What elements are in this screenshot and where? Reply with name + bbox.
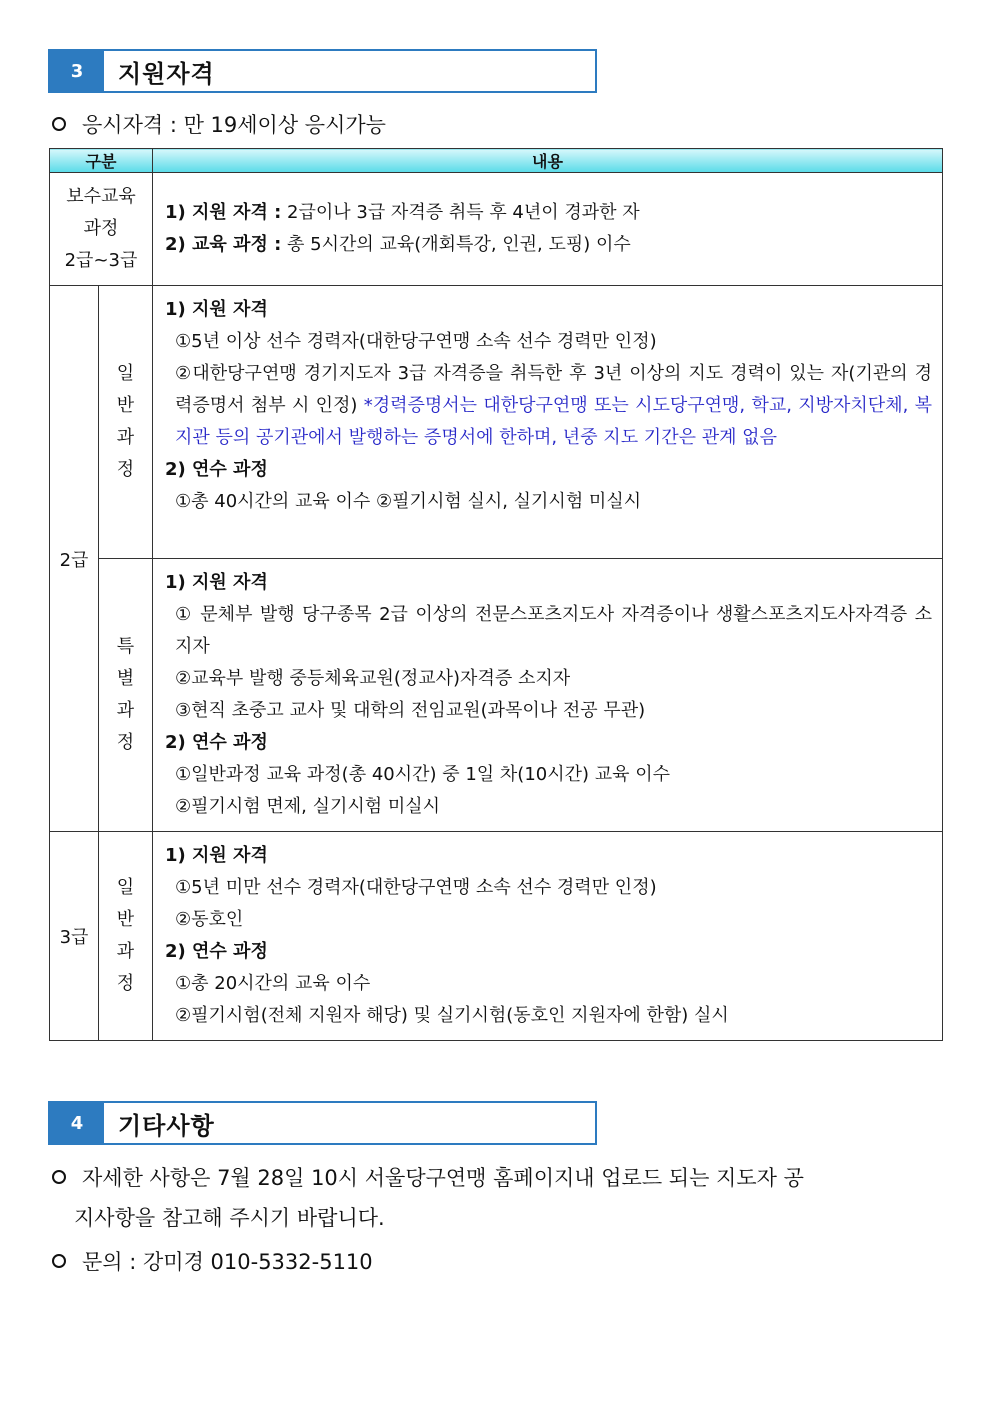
eligibility-bullet (52, 105, 386, 145)
row-bosu (50, 173, 943, 286)
sub-label-char: 정 (116, 973, 135, 994)
sub-label-char: 과 (116, 427, 135, 448)
grade2-general-label (99, 286, 153, 559)
training-item: ①총 40시간의 교육 이수 ②필기시험 실시, 실기시험 미실시 (175, 491, 642, 512)
sub-label-char: 반 (116, 909, 135, 930)
row-grade2-general (50, 286, 943, 559)
training-heading: 2) 연수 과정 (165, 941, 268, 962)
grade3-general-content (153, 832, 943, 1041)
row-grade2-special (50, 559, 943, 832)
section-3-title: 지원자격 (118, 59, 215, 88)
section-4-number: 4 (50, 1103, 104, 1143)
bosu-label (50, 173, 153, 286)
sub-label-char: 특 (116, 636, 135, 657)
contact-text: 문의 : 강미경 010-5332-5110 (82, 1250, 373, 1274)
sub-label-char: 정 (116, 459, 135, 480)
training-item: ②필기시험(전체 지원자 해당) 및 실기시험(동호인 지원자에 한함) 실시 (175, 1005, 729, 1026)
section-3-number: 3 (50, 51, 104, 91)
sub-label-char: 반 (116, 395, 135, 416)
sub-label-char: 별 (116, 668, 135, 689)
contact-bullet (52, 1242, 373, 1282)
eligibility-text: 응시자격 : 만 19세이상 응시가능 (82, 113, 386, 137)
row-grade3-general (50, 832, 943, 1041)
sub-label-char: 정 (116, 732, 135, 753)
qual-item: ①5년 이상 선수 경력자(대한당구연맹 소속 선수 경력만 인정) (175, 331, 657, 352)
circle-bullet-icon (52, 1254, 66, 1268)
section-4-title: 기타사항 (118, 1111, 215, 1140)
eligibility-table (49, 148, 943, 1041)
certificate-note: *경력증명서는 대한당구연맹 또는 시도당구연맹, 학교, 지방자치단체, 복지관 등의 공기관에서 발행하는 증명서에 한하며, 년중 지도 기간은 관계 없음 (175, 395, 932, 448)
sub-label-char: 일 (116, 363, 135, 384)
header-category: 구분 (50, 149, 153, 173)
bosu-course-text: 총 5시간의 교육(개회특강, 인권, 도핑) 이수 (281, 234, 631, 255)
qual-heading: 1) 지원 자격 (165, 845, 268, 866)
training-heading: 2) 연수 과정 (165, 732, 268, 753)
qual-item: ②교육부 발행 중등체육교원(정교사)자격증 소지자 (175, 668, 571, 689)
circle-bullet-icon (52, 117, 66, 131)
grade2-special-label (99, 559, 153, 832)
grade3-label: 3급 (50, 832, 99, 1041)
details-bullet (52, 1158, 942, 1238)
bosu-label-line: 보수교육 (66, 186, 136, 207)
qual-item: ②동호인 (175, 909, 244, 930)
training-heading: 2) 연수 과정 (165, 459, 268, 480)
sub-label-char: 일 (116, 877, 135, 898)
bosu-label-line: 과정 (83, 218, 119, 239)
bosu-label-line: 2급~3급 (64, 250, 138, 271)
qual-item-text: ②대한당구연맹 경기지도자 3급 자격증을 취득한 후 3년 이상의 지도 경력이 있는 자(기관의 경력증명서 첨부 시 인정) (175, 363, 932, 416)
sub-label-char: 과 (116, 700, 135, 721)
grade2-special-content (153, 559, 943, 832)
bosu-qual-text: 2급이나 3급 자격증 취득 후 4년이 경과한 자 (281, 202, 640, 223)
header-content: 내용 (153, 149, 943, 173)
grade3-general-label (99, 832, 153, 1041)
training-item: ②필기시험 면제, 실기시험 미실시 (175, 796, 441, 817)
bosu-content (153, 173, 943, 286)
section-4-header (48, 1101, 597, 1145)
grade2-label: 2급 (50, 286, 99, 832)
qual-heading: 1) 지원 자격 (165, 572, 268, 593)
details-text-line2: 지사항을 참고해 주시기 바랍니다. (74, 1206, 385, 1230)
section-3-header (48, 49, 597, 93)
grade2-general-content (153, 286, 943, 559)
bosu-qual-head: 1) 지원 자격 : (165, 202, 282, 223)
details-text-line1: 자세한 사항은 7월 28일 10시 서울당구연맹 홈페이지내 업로드 되는 지도자 공 (82, 1166, 804, 1190)
qual-heading: 1) 지원 자격 (165, 299, 268, 320)
sub-label-char: 과 (116, 941, 135, 962)
qual-item: ①5년 미만 선수 경력자(대한당구연맹 소속 선수 경력만 인정) (175, 877, 657, 898)
circle-bullet-icon (52, 1170, 66, 1184)
training-item: ①총 20시간의 교육 이수 (175, 973, 371, 994)
qual-item (165, 358, 932, 454)
bosu-course-head: 2) 교육 과정 : (165, 234, 282, 255)
qual-item: ③현직 초중고 교사 및 대학의 전임교원(과목이나 전공 무관) (175, 700, 646, 721)
qual-item: ① 문체부 발행 당구종목 2급 이상의 전문스포츠지도사 자격증이나 생활스포츠지도사자격증 소지자 (175, 604, 932, 657)
training-item: ①일반과정 교육 과정(총 40시간) 중 1일 차(10시간) 교육 이수 (175, 764, 671, 785)
